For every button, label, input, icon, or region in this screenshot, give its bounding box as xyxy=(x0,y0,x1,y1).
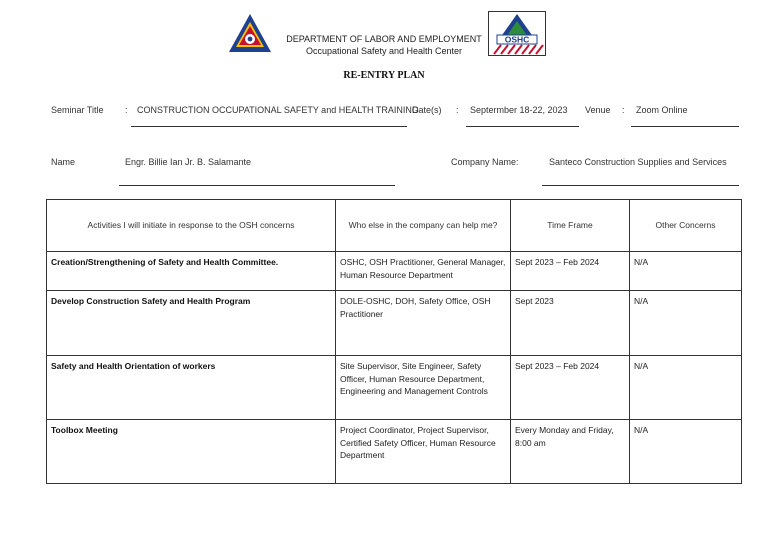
column-header-helpers: Who else in the company can help me? xyxy=(336,200,511,252)
seminar-title-underline xyxy=(131,126,407,127)
company-label: Company Name: xyxy=(451,157,519,167)
venue-value: Zoom Online xyxy=(636,105,688,115)
time-frame-cell: Every Monday and Friday, 8:00 am xyxy=(511,420,630,484)
table-row xyxy=(47,291,742,356)
other-concerns-cell: N/A xyxy=(630,420,742,484)
table-row xyxy=(47,356,742,420)
letterhead xyxy=(270,33,498,57)
name-value: Engr. Billie Ian Jr. B. Salamante xyxy=(125,157,252,167)
table-header-row xyxy=(47,200,742,252)
time-frame-cell: Sept 2023 – Feb 2024 xyxy=(511,252,630,291)
helpers-cell: Project Coordinator, Project Supervisor, Certified Safety Officer, Human Resource Department xyxy=(336,420,511,484)
column-header-other-concerns: Other Concerns xyxy=(630,200,742,252)
name-underline xyxy=(119,185,395,186)
venue-label: Venue xyxy=(585,105,611,115)
dates-label: Date(s) xyxy=(412,105,442,115)
department-name: DEPARTMENT OF LABOR AND EMPLOYMENT xyxy=(286,34,482,44)
activity-cell: Safety and Health Orientation of workers xyxy=(47,356,336,420)
activity-cell: Develop Construction Safety and Health Program xyxy=(47,291,336,356)
oshc-logo-text: OSHC xyxy=(504,34,530,45)
name-label: Name xyxy=(51,157,76,167)
helpers-cell: Site Supervisor, Site Engineer, Safety Officer, Human Resource Department, Engineering and Management Controls xyxy=(336,356,511,420)
other-concerns-cell: N/A xyxy=(630,356,742,420)
time-frame-cell: Sept 2023 – Feb 2024 xyxy=(511,356,630,420)
activity-cell: Creation/Strengthening of Safety and Health Committee. xyxy=(47,252,336,291)
dates-value: Septermber 18-22, 2023 xyxy=(470,105,568,115)
column-header-activities: Activities I will initiate in response to the OSH concerns xyxy=(47,200,336,252)
venue-underline xyxy=(631,126,739,127)
activity-cell: Toolbox Meeting xyxy=(47,420,336,484)
seminar-title-value: CONSTRUCTION OCCUPATIONAL SAFETY and HEALTH TRAINING xyxy=(137,105,419,115)
dole-seal-icon xyxy=(228,13,272,53)
seminar-title-label: Seminar Title xyxy=(51,105,104,115)
dates-separator: : xyxy=(456,105,459,115)
company-value: Santeco Construction Supplies and Services xyxy=(549,157,727,167)
time-frame-cell: Sept 2023 xyxy=(511,291,630,356)
center-name: Occupational Safety and Health Center xyxy=(305,46,463,56)
re-entry-plan-table xyxy=(46,199,742,484)
dates-underline xyxy=(466,126,579,127)
venue-separator: : xyxy=(622,105,625,115)
table-row xyxy=(47,252,742,291)
helpers-cell: DOLE-OSHC, DOH, Safety Office, OSH Practitioner xyxy=(336,291,511,356)
document-title: RE-ENTRY PLAN xyxy=(343,70,425,81)
other-concerns-cell: N/A xyxy=(630,252,742,291)
helpers-cell: OSHC, OSH Practitioner, General Manager, Human Resource Department xyxy=(336,252,511,291)
column-header-time-frame: Time Frame xyxy=(511,200,630,252)
company-underline xyxy=(542,185,739,186)
table-row xyxy=(47,420,742,484)
seminar-title-separator: : xyxy=(125,105,128,115)
other-concerns-cell: N/A xyxy=(630,291,742,356)
